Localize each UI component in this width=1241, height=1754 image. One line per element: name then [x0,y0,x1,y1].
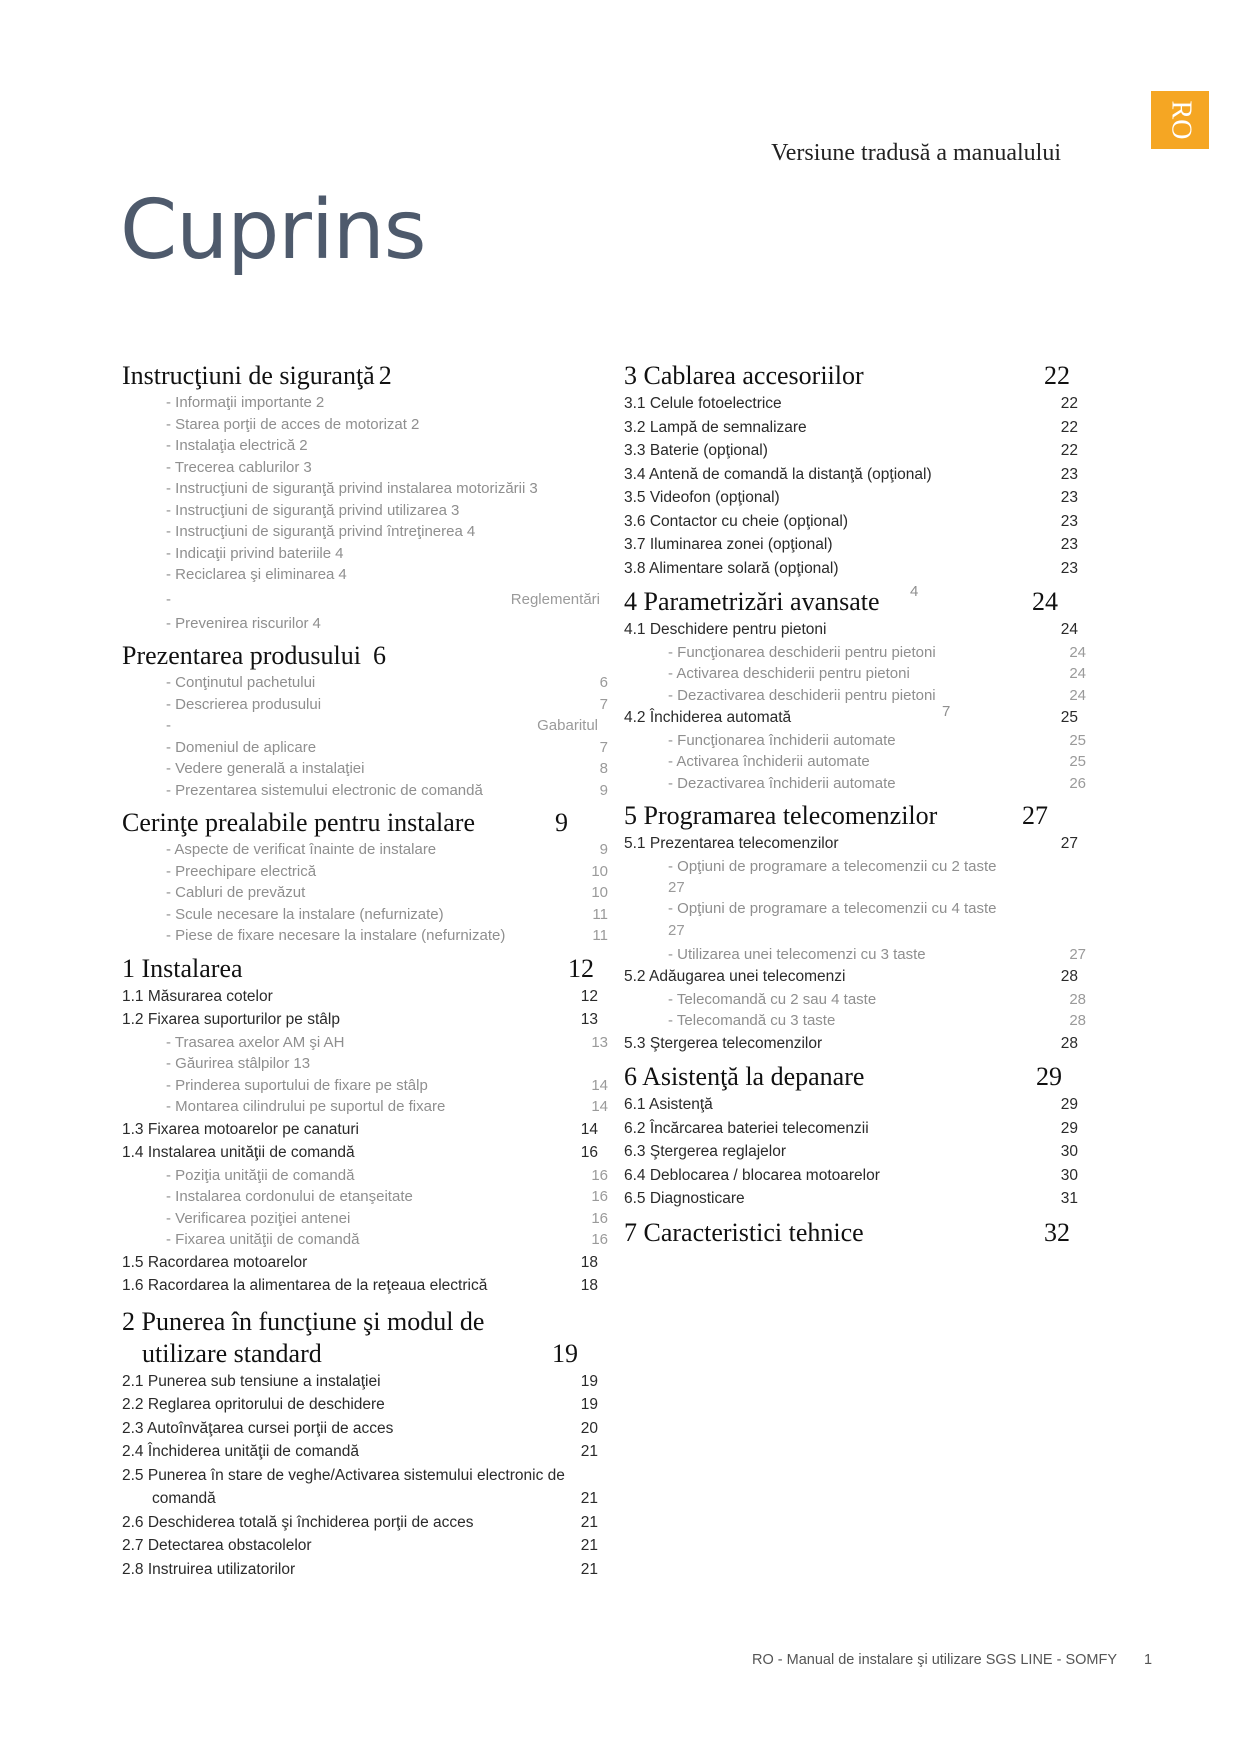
toc-subitem-text: - Prezentarea sistemului electronic de comandă [166,781,483,799]
footer-page-number: 1 [1144,1652,1153,1668]
toc-heading[interactable] [122,360,608,392]
toc-page-number: 23 [1060,512,1078,530]
toc-subitem-text: - Instrucţiuni de siguranţă privind instalarea motorizării [166,480,526,497]
toc-item-label: 1.3 Fixarea motoarelor pe canaturi [122,1120,359,1138]
toc-subitem-text: - Instrucţiuni de siguranţă privind întreţinerea [166,523,463,540]
toc-item-label: 1.1 Măsurarea cotelor [122,987,273,1005]
toc-subitem[interactable] [624,898,1104,920]
toc-subitem[interactable] [122,1186,608,1208]
toc-page-number: 27 [1022,801,1048,830]
toc-page-number: 27 [1069,945,1086,963]
toc-subitem[interactable] [624,856,1104,878]
toc-page-number: 2 [410,415,420,433]
toc-item-label: 2.7 Detectarea obstacolelor [122,1537,312,1554]
toc-subitem[interactable] [122,715,608,737]
toc-item[interactable] [122,985,608,1009]
toc-page-number: 18 [580,1253,598,1271]
toc-item[interactable] [624,1093,1104,1117]
toc-heading-text: Cerinţe prealabile pentru instalare [122,808,476,837]
toc-item[interactable] [122,1393,608,1417]
toc-page-number: 2 [299,437,308,454]
toc-subitem[interactable] [122,478,608,500]
toc-subitem-text: - Telecomandă cu 3 taste [668,1012,836,1029]
toc-subitem-text: - Trasarea axelor AM şi AH [166,1033,345,1051]
toc-subitem[interactable] [122,737,608,759]
page-title: Cuprins [120,183,426,278]
toc-item-label: comandă [152,1490,216,1507]
toc-page-number: 8 [599,760,608,777]
toc-page-number: 21 [580,1443,598,1460]
toc-page-number: 19 [552,1338,578,1368]
toc-page-number: 14 [591,1076,608,1094]
toc-subitem-text: - Instalaţia electrică [166,437,296,454]
toc-page-number: 24 [1032,587,1058,616]
toc-page-number: 23 [1060,465,1078,483]
toc-subitem-text: - Verificarea poziţiei antenei [166,1209,351,1227]
toc-item-label: 2.3 Autoînvăţarea cursei porţii de acces [122,1419,394,1437]
toc-subitem-text: - Utilizarea unei telecomenzi cu 3 taste [668,945,926,963]
toc-subitem[interactable] [624,730,1104,752]
toc-page-number: 30 [1060,1166,1078,1184]
toc-item[interactable] [624,510,1104,534]
toc-subitem-text: - Poziţia unităţii de comandă [166,1166,355,1184]
toc-item-label: 5.1 Prezentarea telecomenzilor [624,835,839,852]
footer-text: RO - Manual de instalare şi utilizare SGS LINE - SOMFY [752,1652,1118,1668]
toc-page-number: 16 [591,1231,608,1248]
toc-item-label: 3.1 Celule fotoelectrice [624,395,782,412]
toc-page-number: 29 [1060,1096,1078,1113]
toc-item[interactable] [624,463,1104,487]
toc-item-label: 3.7 Iluminarea zonei (opţional) [624,536,833,553]
toc-heading-text: 6 Asistenţă la depanare [624,1062,865,1091]
toc-subitem-text: - Cabluri de prevăzut [166,884,306,901]
toc-item[interactable] [624,416,1104,440]
toc-heading[interactable] [624,1061,1104,1093]
toc-item[interactable] [624,1164,1104,1188]
toc-heading[interactable] [122,807,608,839]
toc-page-number: 9 [599,841,608,858]
toc-subitem-text: - Starea porţii de acces de motorizat [166,415,407,433]
toc-item-label: 2.2 Reglarea opritorului de deschidere [122,1396,385,1413]
toc-page-number: 12 [580,987,598,1005]
toc-page-number: 4 [466,523,476,540]
toc-page-number: 24 [1060,621,1078,638]
toc-subitem[interactable] [122,1208,608,1230]
toc-subitem[interactable] [122,543,608,565]
toc-page-number: 21 [580,1537,598,1554]
toc-page-number: 22 [1060,418,1078,436]
toc-page-number: 23 [1060,559,1078,577]
toc-page-number: 19 [580,1396,598,1413]
toc-page-number: 23 [1060,489,1078,506]
toc-page-number: 29 [1036,1062,1062,1091]
toc-page-number: 30 [1060,1143,1078,1160]
stray-page-number: 7 [942,703,951,720]
toc-page-number: 32 [1044,1217,1070,1247]
toc-subitem-continuation[interactable] [624,877,1104,898]
toc-heading[interactable] [122,1306,608,1338]
toc-item[interactable] [624,832,1104,856]
toc-subitem[interactable] [122,1229,608,1251]
toc-page-number: 22 [1060,395,1078,412]
toc-subitem-right-text: Reglementări [510,590,600,608]
toc-item-label: 1.4 Instalarea unităţii de comandă [122,1144,355,1161]
toc-heading[interactable] [122,953,608,985]
toc-item[interactable] [122,1370,608,1394]
toc-page-number: 16 [591,1166,608,1184]
toc-subitem[interactable] [122,500,608,522]
toc-item-label: 6.2 Încărcarea bateriei telecomenzii [624,1119,869,1137]
toc-subitem[interactable] [122,839,608,861]
toc-item[interactable] [122,1464,608,1488]
toc-heading-text: 5 Programarea telecomenzilor [624,801,938,830]
toc-item-label: 2.8 Instruirea utilizatorilor [122,1560,296,1578]
toc-subitem[interactable] [122,414,608,436]
toc-heading-text: 4 Parametrizări avansate [624,587,880,616]
toc-item[interactable] [122,1558,608,1582]
toc-page-number: 2 [315,394,325,411]
toc-subitem-text: - Descrierea produsului [166,695,322,713]
toc-subitem[interactable] [122,435,608,457]
toc-page-number: 25 [1069,753,1086,770]
toc-page-number: 14 [591,1098,608,1115]
toc-heading[interactable] [624,360,1104,392]
toc-page-number: 13 [591,1033,608,1051]
toc-page-number: 27 [1060,835,1078,852]
toc-item-label: 3.2 Lampă de semnalizare [624,418,807,436]
toc-subitem-text: - Montarea cilindrului pe suportul de fixare [166,1098,446,1115]
toc-page-number: 9 [555,808,568,837]
toc-page-number: 16 [580,1144,598,1161]
toc-subitem-text: - Trecerea cablurilor [166,458,300,476]
toc-page-number: 24 [1069,686,1086,704]
toc-page-number: 26 [1069,774,1086,792]
toc-page-number: 4 [335,544,344,562]
toc-item-label: 6.3 Ştergerea reglajelor [624,1143,786,1160]
toc-item[interactable] [624,392,1104,416]
toc-page-number: 28 [1069,990,1086,1008]
toc-page-number: 18 [580,1277,598,1294]
toc-heading-text: utilizare standard [142,1338,322,1368]
toc-page-number: 3 [450,501,460,519]
document-subtitle: Versiune tradusă a manualului [771,140,1061,166]
toc-item-label: 6.4 Deblocarea / blocarea motoarelor [624,1166,880,1184]
toc-subitem[interactable] [122,1096,608,1118]
toc-item-label: 6.1 Asistenţă [624,1096,713,1113]
toc-page-number: 28 [1060,968,1078,985]
toc-heading-text: 7 Caracteristici tehnice [624,1217,864,1247]
language-tab-label: RO [1165,100,1196,140]
toc-page-number: 24 [1069,665,1086,682]
toc-subitem[interactable] [122,564,608,586]
toc-item[interactable] [624,1032,1104,1056]
toc-subitem[interactable] [624,751,1104,773]
toc-item-label: 6.5 Diagnosticare [624,1190,745,1207]
toc-item-label: 1.2 Fixarea suporturilor pe stâlp [122,1011,340,1028]
toc-page-number: 9 [599,781,608,799]
toc-item[interactable] [122,1141,608,1165]
toc-item[interactable] [624,965,1104,989]
toc-page-number: 4 [338,566,347,583]
toc-page-number: 20 [580,1419,598,1437]
toc-page-number: 4 [312,614,321,632]
toc-heading-text: Prezentarea produsului [122,641,361,670]
toc-subitem-text: - Piese de fixare necesare la instalare (nefurnizate) [166,927,506,944]
toc-heading[interactable] [624,583,1104,618]
toc-item-label: 3.6 Contactor cu cheie (opţional) [624,512,849,530]
toc-page-number: 21 [580,1513,598,1531]
toc-subitem[interactable] [624,773,1104,795]
toc-page-number: 13 [293,1055,311,1072]
toc-subitem-text: - Informaţii importante [166,394,312,411]
toc-item[interactable] [624,618,1104,642]
toc-page-number: 22 [1060,442,1078,459]
toc-subitem[interactable] [624,685,1104,707]
toc-subitem[interactable] [122,521,608,543]
toc-item-label: 2.1 Punerea sub tensiune a instalaţiei [122,1372,381,1390]
toc-heading-text: 3 Cablarea accesoriilor [624,361,864,390]
toc-heading-text: Instrucţiuni de siguranţă [122,361,375,390]
toc-page-number: 16 [591,1209,608,1227]
toc-page-number: 7 [599,738,608,756]
toc-item[interactable] [122,1118,608,1142]
toc-subitem[interactable] [624,1010,1104,1032]
toc-item[interactable] [122,1251,608,1275]
toc-item-label: 1.6 Racordarea la alimentarea de la reţeaua electrică [122,1277,488,1294]
toc-item-label: 3.4 Antenă de comandă la distanţă (opţional) [624,465,932,483]
toc-heading-continuation[interactable] [122,1338,608,1370]
toc-subitem-text: - Vedere generală a instalaţiei [166,760,365,777]
toc-page-number: 24 [1069,643,1086,661]
toc-item-label: 2.4 Închiderea unităţii de comandă [122,1443,359,1460]
toc-page-number: 28 [1060,1034,1078,1052]
toc-subitem-right-text: Gabaritul [537,717,598,734]
toc-subitem-text: - Dezactivarea închiderii automate [668,774,896,792]
toc-subitem-text: - Fixarea unităţii de comandă [166,1231,360,1248]
toc-subitem[interactable] [122,904,608,926]
toc-subitem-text: - Domeniul de aplicare [166,738,317,756]
toc-page-number: 29 [1060,1119,1078,1137]
toc-subitem[interactable] [122,1032,608,1054]
toc-left-column [122,360,608,1581]
toc-subitem[interactable] [122,925,608,947]
toc-subitem-text: - Preechipare electrică [166,862,317,880]
toc-subitem-text: - Dezactivarea deschiderii pentru pietoni [668,686,936,704]
toc-item[interactable] [122,1534,608,1558]
toc-subitem-text: - Opţiuni de programare a telecomenzii cu 2 taste [668,857,997,875]
toc-subitem[interactable] [624,989,1104,1011]
toc-item-label: 2.5 Punerea în stare de veghe/Activarea sistemului electronic de [122,1466,565,1484]
toc-page-number: 10 [591,862,608,880]
toc-page-number: 3 [529,480,538,497]
toc-item[interactable] [122,1274,608,1298]
toc-subitem[interactable] [122,1075,608,1097]
toc-item[interactable] [122,1008,608,1032]
toc-item-label: 2.6 Deschiderea totală şi închiderea porţii de acces [122,1513,474,1531]
toc-item-label: 1.5 Racordarea motoarelor [122,1253,308,1271]
toc-page-number: 3 [303,458,312,476]
toc-heading-text: 1 Instalarea [122,953,243,983]
toc-item[interactable] [624,1187,1104,1211]
toc-subitem-text: - Activarea deschiderii pentru pietoni [668,665,910,682]
toc-page-number: 6 [372,641,386,670]
toc-subitem-continuation[interactable] [624,920,1104,941]
toc-item[interactable] [624,1140,1104,1164]
toc-subitem[interactable] [122,780,608,802]
toc-item[interactable] [122,1417,608,1441]
toc-page-number: 13 [580,1011,598,1028]
toc-subitem-text: - [166,590,171,608]
toc-page-number: 14 [580,1120,598,1138]
toc-item[interactable] [624,557,1104,581]
toc-page-number: 7 [599,695,608,713]
toc-page-number: 2 [378,361,392,390]
toc-item-label: 3.8 Alimentare solară (opţional) [624,559,839,577]
toc-page-number: 6 [599,674,608,691]
toc-item-label: 4.1 Deschidere pentru pietoni [624,621,827,638]
toc-item-continuation[interactable] [122,1487,608,1511]
toc-page-number: 23 [1060,536,1078,553]
toc-subitem[interactable] [122,457,608,479]
toc-subitem-text: - Prevenirea riscurilor [166,614,309,632]
toc-subitem-text: - Indicaţii privind bateriile [166,544,332,562]
toc-subitem-text: - Prinderea suportului de fixare pe stâlp [166,1076,428,1094]
toc-subitem-text: - Opţiuni de programare a telecomenzii cu 4 taste [668,900,997,917]
language-tab [1151,91,1209,149]
toc-item[interactable] [624,1117,1104,1141]
stray-page-number: 4 [910,583,919,600]
toc-subitem-text: - Funcţionarea deschiderii pentru pietoni [668,643,936,661]
toc-subitem-text: - Instalarea cordonului de etanşeitate [166,1188,413,1205]
toc-page-number: 28 [1069,1012,1086,1029]
toc-subitem[interactable] [122,758,608,780]
toc-subitem[interactable] [624,944,1104,966]
toc-subitem[interactable] [122,672,608,694]
toc-item-label: 5.3 Ştergerea telecomenzilor [624,1034,823,1052]
toc-subitem-text: - Conţinutul pachetului [166,674,316,691]
toc-subitem-text: - Telecomandă cu 2 sau 4 taste [668,990,877,1008]
toc-subitem[interactable] [122,1053,608,1075]
toc-subitem[interactable] [122,392,608,414]
toc-page-number: 10 [591,884,608,901]
toc-page-number: 19 [580,1372,598,1390]
toc-page-number: 16 [591,1188,608,1205]
toc-heading-text: 2 Punerea în funcţiune şi modul de [122,1306,485,1336]
toc-page-number: 12 [568,953,594,983]
toc-subitem-text: - Reciclarea şi eliminarea [166,566,335,583]
toc-subitem-text: - Găurirea stâlpilor [166,1055,290,1072]
toc-page-number: 27 [668,921,685,939]
toc-page-number: 11 [592,927,608,944]
toc-subitem[interactable] [122,694,608,716]
toc-item[interactable] [122,1511,608,1535]
toc-item[interactable] [624,533,1104,557]
toc-item-label: 3.5 Videofon (opţional) [624,489,780,506]
toc-item-label: 4.2 Închiderea automată [624,709,792,726]
toc-subitem[interactable] [122,882,608,904]
toc-page-number: 11 [592,905,608,923]
toc-subitem[interactable] [122,613,608,635]
toc-page-number: 25 [1060,709,1078,726]
toc-subitem-text: - [166,717,171,734]
toc-item[interactable] [624,486,1104,510]
toc-item-label: 5.2 Adăugarea unei telecomenzi [624,968,846,985]
toc-subitem-text: - Instrucţiuni de siguranţă privind utilizarea [166,501,447,519]
toc-page-number: 25 [1069,731,1086,749]
toc-subitem-text: - Aspecte de verificat înainte de instalare [166,841,437,858]
toc-item[interactable] [624,439,1104,463]
toc-subitem-text: - Activarea închiderii automate [668,753,870,770]
toc-subitem[interactable] [122,586,608,613]
toc-subitem-text: - Scule necesare la instalare (nefurnizate) [166,905,444,923]
toc-heading[interactable] [624,1217,1104,1249]
toc-right-column [624,360,1104,1249]
toc-subitem-text: - Funcţionarea închiderii automate [668,731,896,749]
toc-page-number: 27 [668,879,685,896]
toc-page-number: 22 [1044,361,1070,390]
toc-item[interactable] [122,1440,608,1464]
toc-item-label: 3.3 Baterie (opţional) [624,442,768,459]
toc-subitem[interactable] [122,1165,608,1187]
toc-item[interactable] [624,703,1104,730]
toc-subitem[interactable] [122,861,608,883]
toc-page-number: 21 [580,1560,598,1578]
toc-heading[interactable] [122,640,608,672]
toc-page-number: 31 [1060,1190,1078,1207]
toc-heading[interactable] [624,800,1104,832]
toc-subitem[interactable] [624,663,1104,685]
toc-page-number: 21 [580,1490,598,1507]
toc-subitem[interactable] [624,642,1104,664]
